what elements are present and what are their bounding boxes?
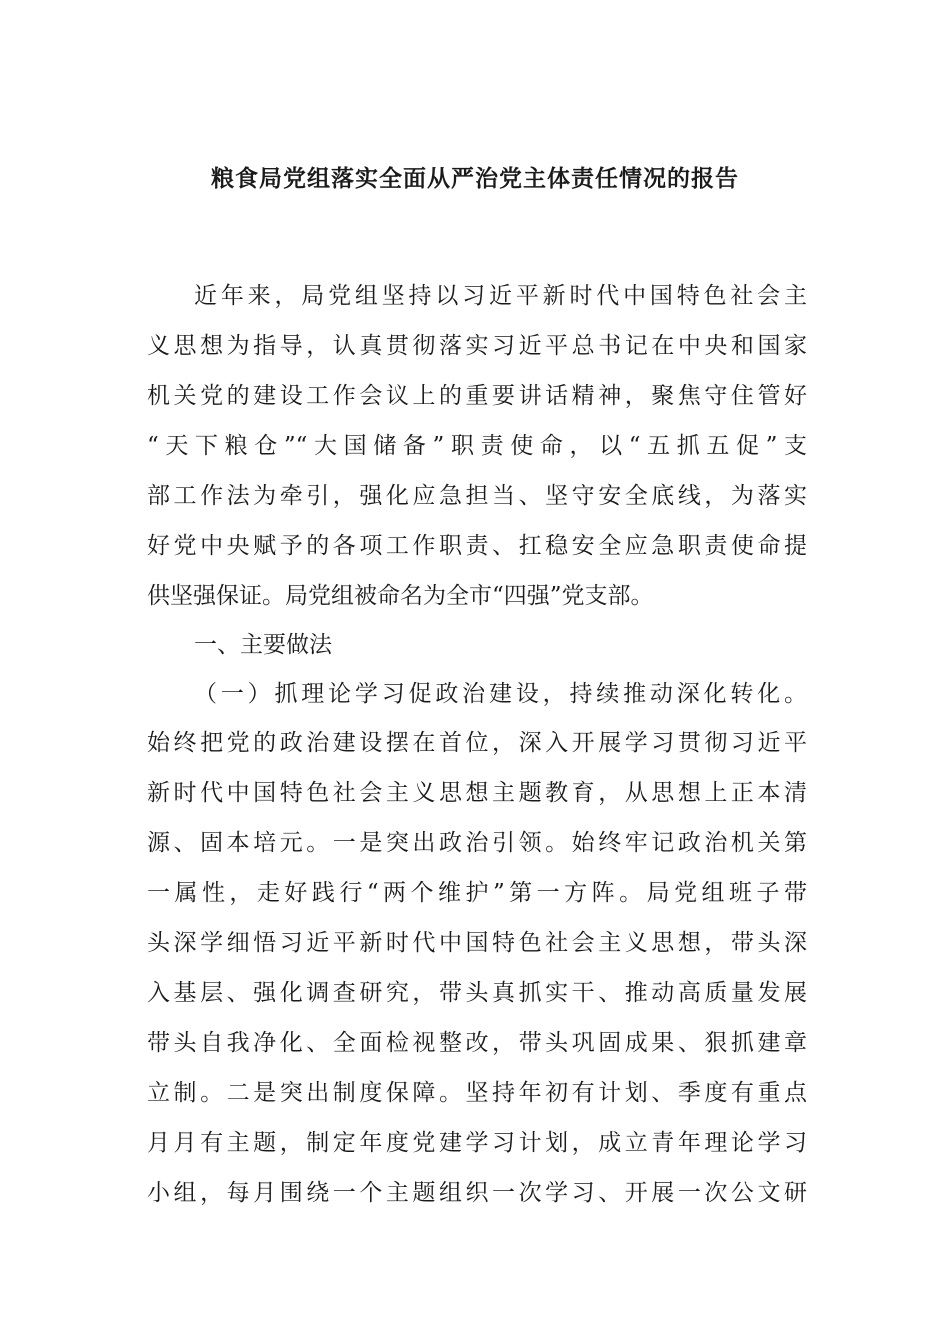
paragraph-line: 好党中央赋予的各项工作职责、扛稳安全应急职责使命提 [147, 533, 807, 559]
document-title: 粮食局党组落实全面从严治党主体责任情况的报告 [211, 166, 739, 192]
paragraph-line: 月月有主题，制定年度党建学习计划，成立青年理论学习 [147, 1130, 807, 1156]
paragraph-line: 头深学细悟习近平新时代中国特色社会主义思想，带头深 [147, 930, 807, 956]
paragraph-line: 带头自我净化、全面检视整改，带头巩固成果、狠抓建章 [147, 1030, 807, 1056]
subsection-heading: （一）抓理论学习促政治建设，持续推动深化转化。 [194, 681, 807, 707]
paragraph-line: 新时代中国特色社会主义思想主题教育，从思想上正本清 [147, 780, 807, 806]
paragraph-line: 机关党的建设工作会议上的重要讲话精神，聚焦守住管好 [147, 383, 807, 409]
paragraph-line: 始终把党的政治建设摆在首位，深入开展学习贯彻习近平 [147, 730, 807, 756]
paragraph-line: “天下粮仓”“大国储备”职责使命，以“五抓五促”支 [147, 433, 807, 459]
paragraph-line: 义思想为指导，认真贯彻落实习近平总书记在中央和国家 [147, 333, 807, 359]
paragraph-line: 入基层、强化调查研究，带头真抓实干、推动高质量发展 [147, 980, 807, 1006]
section-heading: 一、主要做法 [194, 632, 332, 658]
paragraph-line: 近年来，局党组坚持以习近平新时代中国特色社会主 [194, 283, 807, 309]
paragraph-line: 源、固本培元。一是突出政治引领。始终牢记政治机关第 [147, 830, 807, 856]
paragraph-line: 供坚强保证。局党组被命名为全市“四强”党支部。 [147, 583, 654, 609]
paragraph-line: 小组，每月围绕一个主题组织一次学习、开展一次公文研 [147, 1180, 807, 1206]
paragraph-line: 立制。二是突出制度保障。坚持年初有计划、季度有重点 [147, 1080, 807, 1106]
paragraph-line: 一属性，走好践行“两个维护”第一方阵。局党组班子带 [147, 880, 807, 906]
paragraph-line: 部工作法为牵引，强化应急担当、坚守安全底线，为落实 [147, 483, 807, 509]
